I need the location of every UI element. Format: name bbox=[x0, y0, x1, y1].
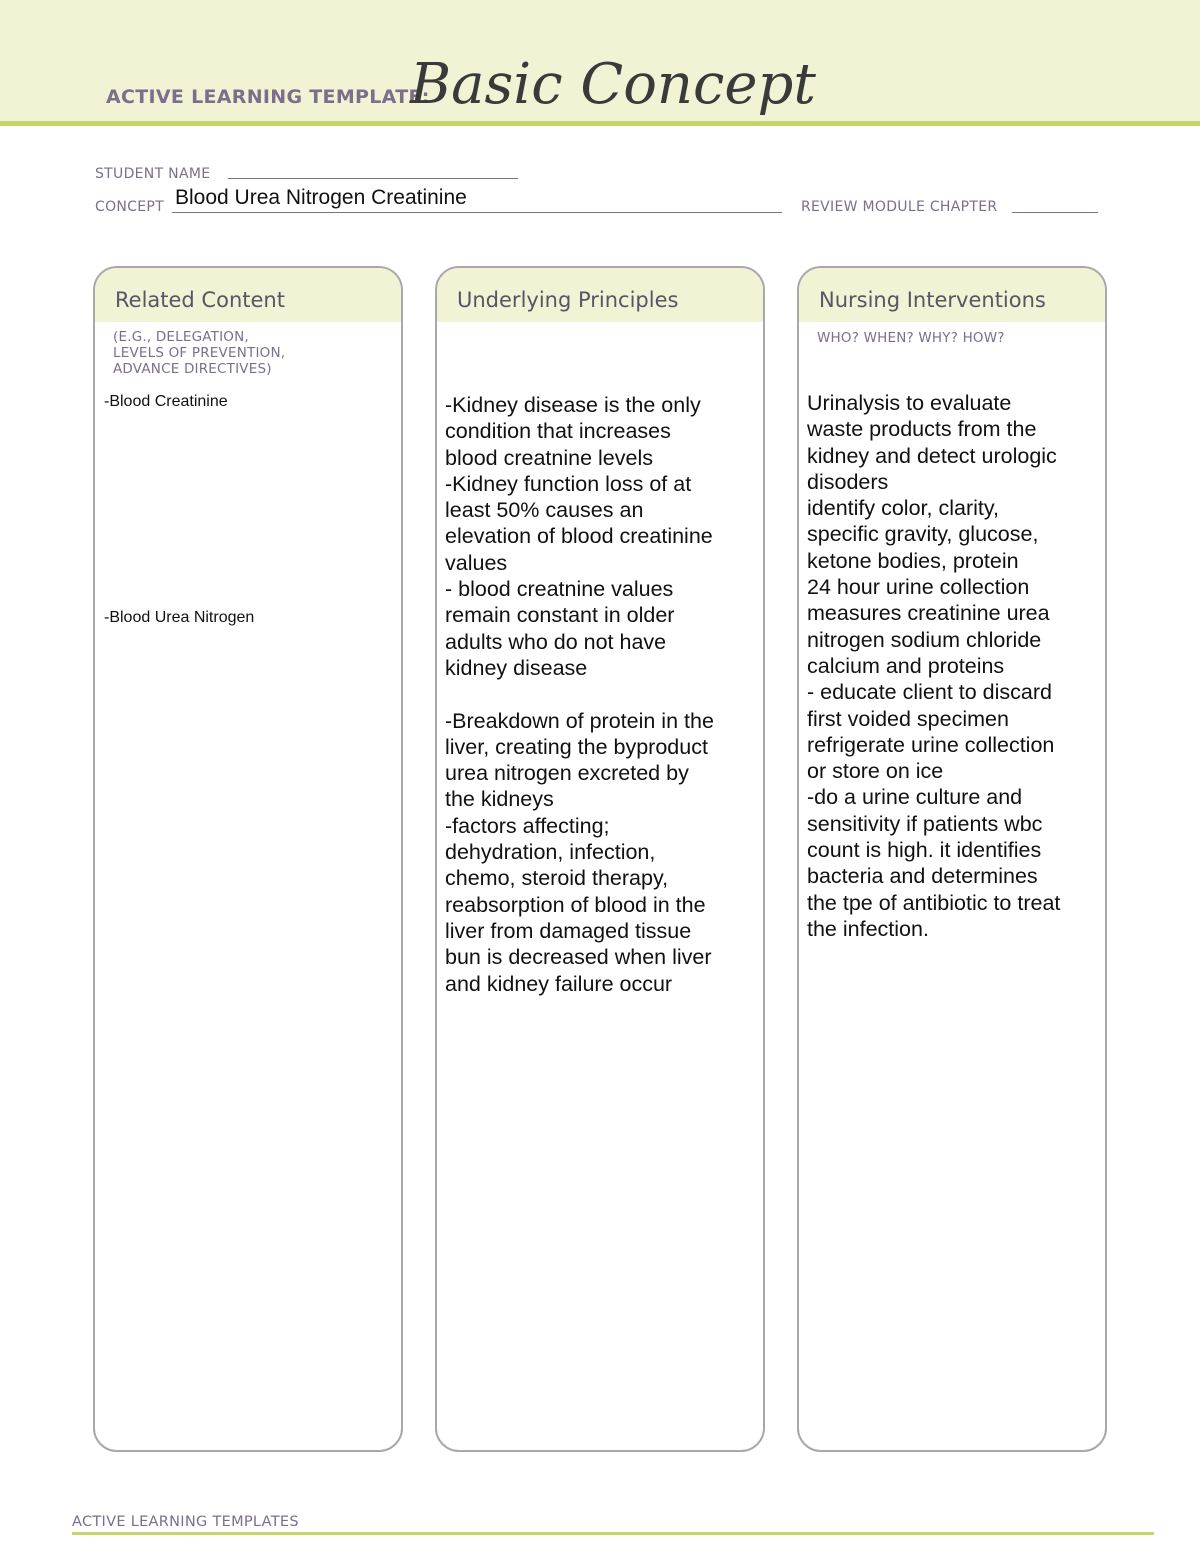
page-title: Basic Concept bbox=[410, 52, 816, 117]
panel-header bbox=[95, 268, 401, 322]
underlying-principles-panel bbox=[435, 266, 765, 1452]
student-name-field[interactable] bbox=[228, 178, 518, 179]
subtitle-line: (E.G., DELEGATION, bbox=[113, 329, 249, 345]
nursing-interventions-panel bbox=[797, 266, 1107, 1452]
panel-title: Underlying Principles bbox=[457, 288, 679, 312]
interventions-text: Urinalysis to evaluate waste products from the kidney and detect urologic disoders identify color, clarity, specific gravity, glucose, ketone bodies, protein 24 hour urine collection measures creatinine urea nitrogen sodium chloride calcium and proteins - educate client to discard first voided specimen refrigerate urine collection or store on ice -do a urine culture and sensitivity if patients wbc count is high. it identifies bacteria and determines the tpe of antibiotic to treat the infection. bbox=[807, 391, 1061, 941]
concept-field[interactable] bbox=[172, 212, 782, 213]
principles-text: -Kidney disease is the only condition that increases blood creatnine levels -Kidney function loss of at least 50% causes an elevation of blood creatinine values - blood creatnine values remain constant in older adults who do not have kidney disease -Breakdown of protein in the liver, creating the byproduct urea nitrogen excreted by the kidneys -factors affecting; dehydration, infection, chemo, steroid therapy, reabsorption of blood in the liver from damaged tissue bun is decreased when liver and kidney failure occur bbox=[445, 393, 714, 996]
header-divider bbox=[0, 121, 1200, 126]
student-name-label: STUDENT NAME bbox=[95, 166, 211, 182]
review-module-field[interactable] bbox=[1012, 212, 1098, 213]
related-item: -Blood Creatinine bbox=[104, 393, 228, 410]
related-item: -Blood Urea Nitrogen bbox=[104, 609, 255, 626]
panel-title: Nursing Interventions bbox=[819, 288, 1046, 312]
concept-label: CONCEPT bbox=[95, 199, 164, 215]
subtitle-line: ADVANCE DIRECTIVES) bbox=[113, 361, 272, 377]
panel-subtitle bbox=[113, 329, 285, 377]
subtitle-line: LEVELS OF PREVENTION, bbox=[113, 345, 286, 361]
panel-header bbox=[799, 268, 1105, 322]
panel-header bbox=[437, 268, 763, 322]
footer-label: ACTIVE LEARNING TEMPLATES bbox=[72, 1514, 299, 1530]
subtitle-line: WHO? WHEN? WHY? HOW? bbox=[817, 330, 1005, 346]
footer-divider bbox=[72, 1532, 1154, 1535]
related-content-panel bbox=[93, 266, 403, 1452]
template-label: ACTIVE LEARNING TEMPLATE: bbox=[106, 86, 430, 108]
review-module-label: REVIEW MODULE CHAPTER bbox=[801, 199, 998, 215]
panel-title: Related Content bbox=[115, 288, 285, 312]
concept-value: Blood Urea Nitrogen Creatinine bbox=[175, 186, 467, 209]
panel-subtitle bbox=[817, 330, 1005, 346]
